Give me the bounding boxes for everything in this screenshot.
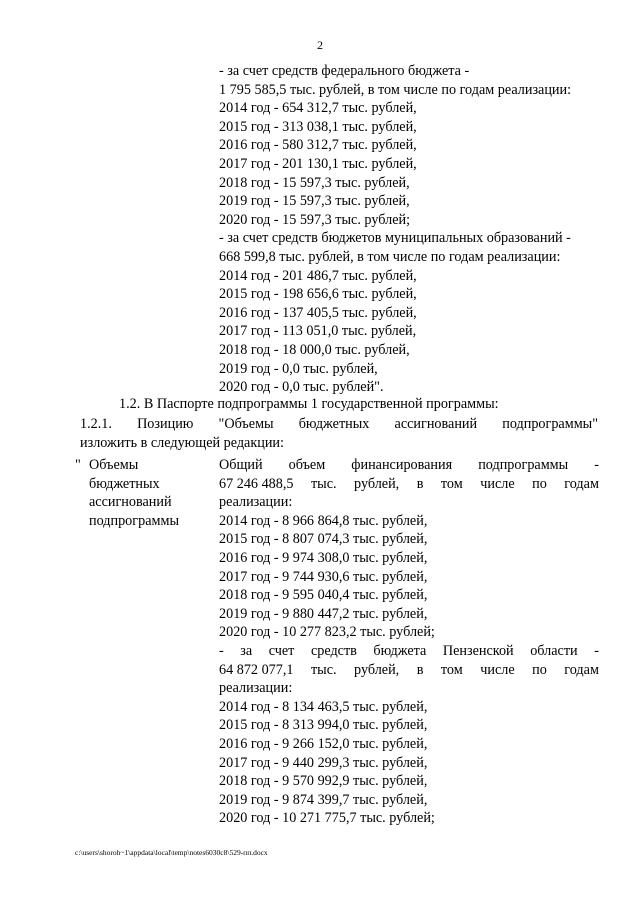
year-amount-line: 2016 год - 9 266 152,0 тыс. рублей, [219,735,428,752]
word: Пензенской [442,642,514,659]
word: 1.2.1. [80,416,112,432]
word: по [532,475,547,492]
year-amount-line: 2020 год - 10 277 823,2 тыс. рублей; [219,624,435,641]
text-line: 1 795 585,5 тыс. рублей, в том числе по годам реализации: [219,81,572,98]
position-label [89,456,179,530]
word: рублей, [354,661,400,678]
label-line: Объемы [89,457,139,473]
text-line: 2016 год - 137 405,5 тыс. рублей, [219,304,417,321]
word: рублей, [354,475,400,492]
text-line: 2020 год - 15 597,3 тыс. рублей; [219,211,411,228]
top-financing-block [219,62,599,397]
year-amount-line: 2020 год - 10 271 775,7 тыс. рублей; [219,810,435,827]
word: объем [288,457,326,473]
footer-file-path: c:\users\shoroh~1\appdata\local\temp\notes6030c8\529-пп.docx [75,848,268,857]
word: бюджетных [298,416,370,432]
text-line: 2014 год - 201 486,7 тыс. рублей, [219,267,417,284]
word: области [530,642,578,659]
word: "Объемы [218,416,274,432]
word: средств [310,642,357,659]
word: в [416,661,424,678]
word: тыс. [310,661,337,678]
word: по [532,661,547,678]
text-line: - за счет средств федерального бюджета - [219,63,470,79]
word: тыс. [310,475,337,492]
word: годам [564,475,599,492]
total-line-3: реализации: [219,494,293,511]
word: подпрограммы [478,457,569,473]
word: в [416,475,424,492]
text-line: 2019 год - 15 597,3 тыс. рублей, [219,193,410,210]
word: 64 872 077,1 [219,661,294,678]
text-line: 2020 год - 0,0 тыс. рублей". [219,379,384,396]
label-line: ассигнований [89,494,172,511]
item-1-2-1-first-line [80,415,598,434]
item-1-2-1-second-line: изложить в следующей редакции: [80,434,284,451]
text-line: 2018 год - 18 000,0 тыс. рублей, [219,341,410,358]
word: том [440,661,463,678]
word: Позицию [137,416,194,432]
word: числе [480,661,515,678]
year-amount-line: 2018 год - 9 570 992,9 тыс. рублей, [219,773,428,790]
text-line: 2019 год - 0,0 тыс. рублей, [219,360,378,377]
label-line: подпрограммы [89,512,179,529]
year-amount-line: 2015 год - 8 807 074,3 тыс. рублей, [219,531,428,548]
regional-line-2 [219,661,599,680]
table-right-column [219,456,599,828]
regional-years-list [219,698,599,828]
text-line: 2016 год - 580 312,7 тыс. рублей, [219,137,417,154]
total-line-1 [219,456,599,475]
page-number: 2 [317,38,323,52]
year-amount-line: 2017 год - 9 744 930,6 тыс. рублей, [219,568,428,585]
text-line: 2015 год - 313 038,1 тыс. рублей, [219,118,417,135]
year-amount-line: 2019 год - 9 874 399,7 тыс. рублей, [219,791,428,808]
word: за [240,642,253,659]
text-line: 668 599,8 тыс. рублей, в том числе по годам реализации: [219,248,561,265]
text-line: - за счет средств бюджетов муниципальных образований - [219,230,571,247]
text-line: 2015 год - 198 656,6 тыс. рублей, [219,286,417,303]
text-line: 2014 год - 654 312,7 тыс. рублей, [219,100,417,117]
word: бюджета [373,642,427,659]
year-amount-line: 2018 год - 9 595 040,4 тыс. рублей, [219,587,428,604]
text-line: 2017 год - 201 130,1 тыс. рублей, [219,155,417,172]
word: ассигнований [394,416,478,432]
label-line: бюджетных [89,475,160,492]
word: - [594,642,599,659]
year-amount-line: 2014 год - 8 134 463,5 тыс. рублей, [219,698,428,715]
text-line: 2018 год - 15 597,3 тыс. рублей, [219,174,410,191]
word: подпрограммы" [502,416,598,432]
year-amount-line: 2015 год - 8 313 994,0 тыс. рублей, [219,717,428,734]
regional-line-3: реализации: [219,680,293,697]
word: - [594,457,599,473]
year-amount-line: 2016 год - 9 974 308,0 тыс. рублей, [219,549,428,566]
year-amount-line: 2014 год - 8 966 864,8 тыс. рублей, [219,512,428,529]
word: 67 246 488,5 [219,475,294,492]
word: том [440,475,463,492]
item-1-2-heading: 1.2. В Паспорте подпрограммы 1 государственной программы: [119,396,499,412]
text-line: 2017 год - 113 051,0 тыс. рублей, [219,323,417,340]
total-line-2 [219,475,599,494]
word: Общий [219,457,263,473]
total-years-list [219,512,599,642]
word: счет [268,642,295,659]
open-quote-mark: " [75,457,81,473]
year-amount-line: 2017 год - 9 440 299,3 тыс. рублей, [219,754,428,771]
word: числе [480,475,515,492]
word: - [219,642,224,659]
word: годам [564,661,599,678]
word: финансирования [351,457,453,473]
year-amount-line: 2019 год - 9 880 447,2 тыс. рублей, [219,605,428,622]
regional-line-1 [219,642,599,661]
item-1-2-1-paragraph [80,415,598,452]
